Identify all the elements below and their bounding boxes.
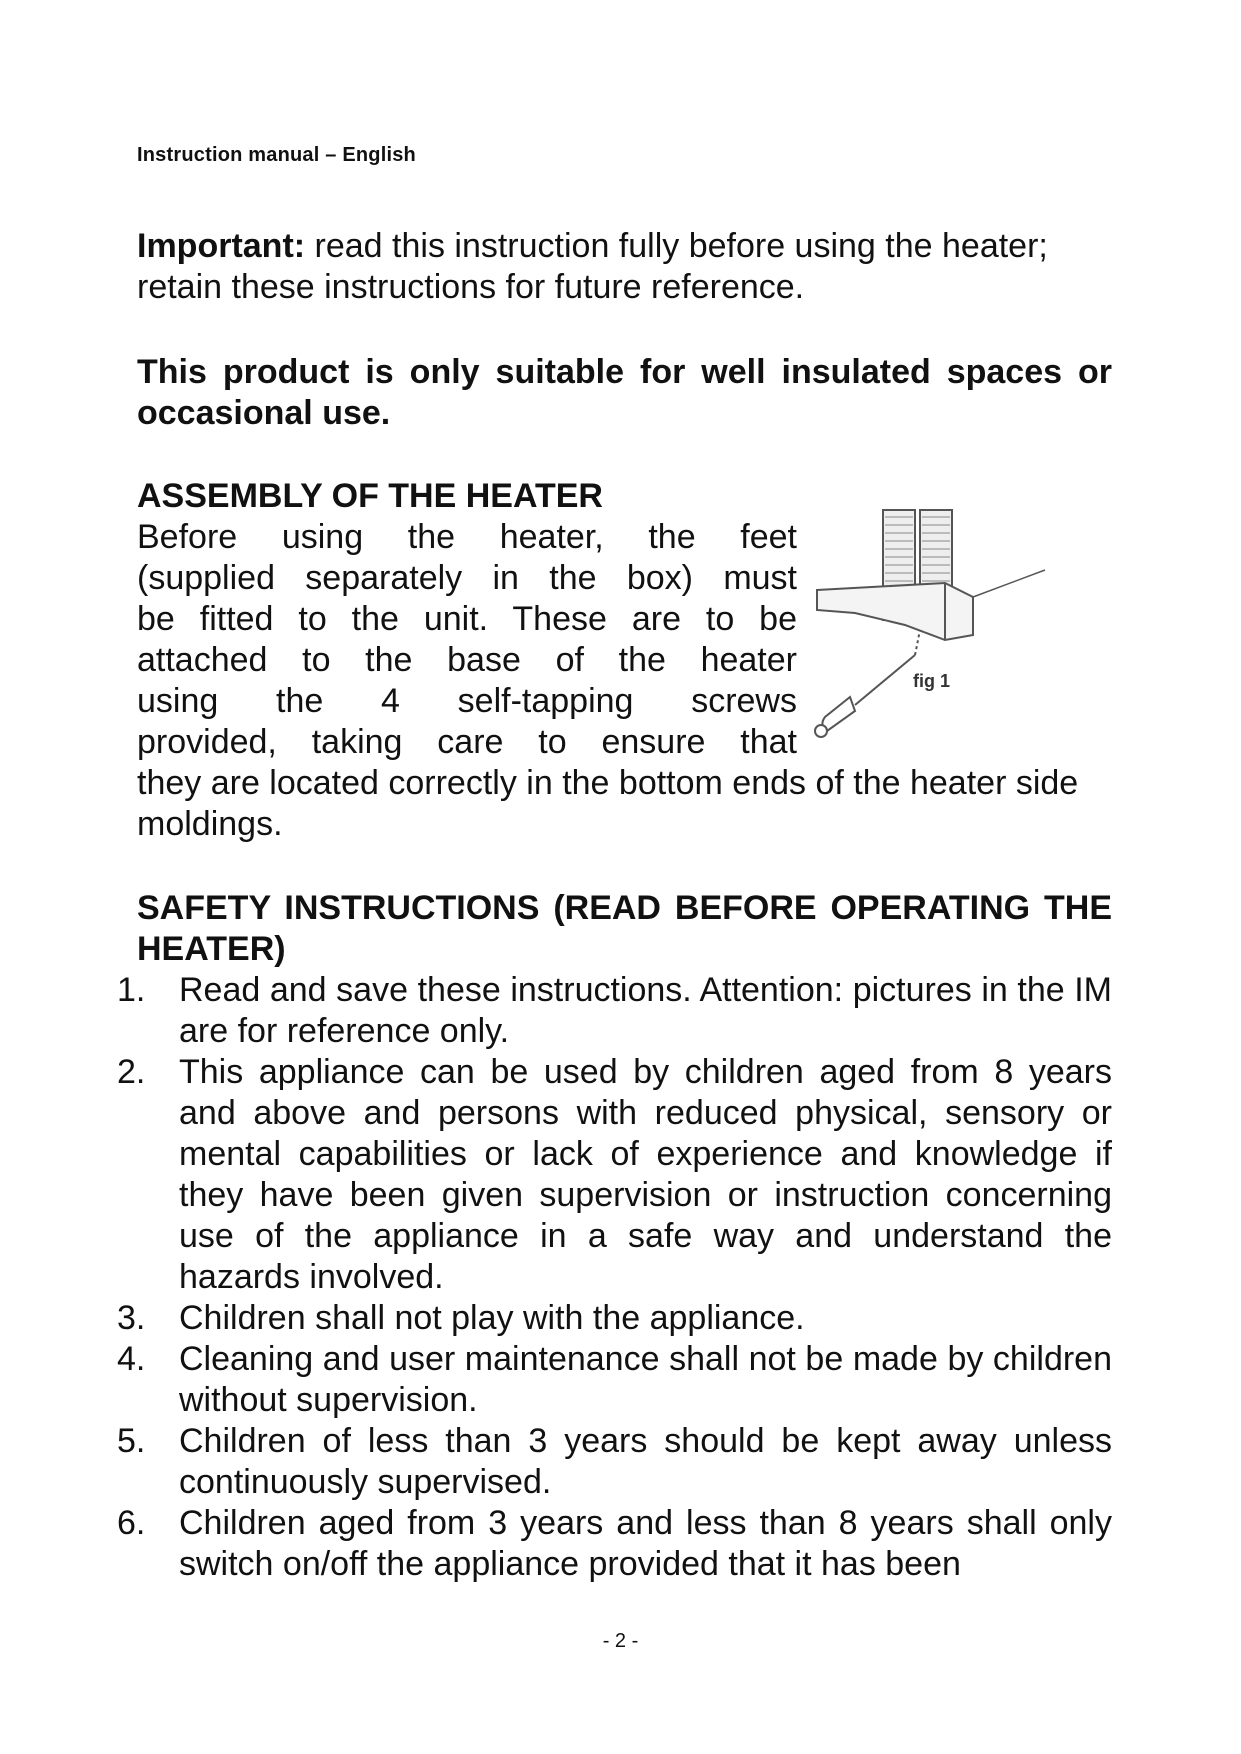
figure-label: fig 1	[913, 671, 951, 691]
assembly-line: (supplied separately in the box) must	[137, 559, 797, 597]
item-text: Read and save these instructions. Attention: pictures in the IM are for reference only.	[179, 971, 1112, 1050]
suitability-notice: This product is only suitable for well insulated spaces or occasional use.	[137, 353, 1112, 432]
safety-instructions-list	[117, 970, 1112, 1585]
safety-heading: SAFETY INSTRUCTIONS (READ BEFORE OPERATING THE HEATER)	[137, 889, 1112, 968]
list-item	[117, 1421, 1112, 1503]
manual-header: Instruction manual – English	[137, 144, 416, 166]
list-item	[117, 970, 1112, 1052]
item-number: 3.	[117, 1299, 146, 1337]
item-number: 1.	[117, 971, 146, 1009]
page-number: - 2 -	[602, 1630, 639, 1652]
item-text: Cleaning and user maintenance shall not be made by children without supervision.	[179, 1340, 1112, 1419]
item-number: 4.	[117, 1340, 146, 1378]
assembly-line: Before using the heater, the feet	[137, 518, 797, 556]
assembly-line: be fitted to the unit. These are to be	[137, 600, 797, 638]
list-item	[117, 1503, 1112, 1585]
list-item	[117, 1052, 1112, 1298]
assembly-wrapped-lines	[137, 517, 797, 763]
item-text: Children of less than 3 years should be kept away unless continuously supervised.	[179, 1422, 1112, 1501]
item-text: This appliance can be used by children aged from 8 years and above and persons with reduced physical, sensory or mental capabilities or lack of experience and knowledge if they have been given supervision or instruction concerning use of the appliance in a safe way and understand the hazards involved.	[179, 1053, 1112, 1296]
list-item	[117, 1298, 1112, 1339]
heater-assembly-illustration	[795, 505, 1075, 750]
item-number: 6.	[117, 1504, 146, 1542]
item-number: 2.	[117, 1053, 146, 1091]
assembly-line: provided, taking care to ensure that	[137, 723, 797, 761]
list-item	[117, 1339, 1112, 1421]
assembly-line: attached to the base of the heater	[137, 641, 797, 679]
item-text: Children aged from 3 years and less than 8 years shall only switch on/off the appliance provided that it has been	[179, 1504, 1112, 1583]
important-label: Important:	[137, 227, 306, 265]
important-text: read this instruction fully before using the heater; retain these instructions for future reference.	[137, 227, 1048, 306]
item-text: Children shall not play with the appliance.	[179, 1299, 805, 1337]
assembly-heading: ASSEMBLY OF THE HEATER	[137, 477, 603, 515]
important-notice	[137, 226, 1112, 308]
assembly-line: using the 4 self-tapping screws	[137, 682, 797, 720]
assembly-tail: they are located correctly in the bottom ends of the heater side moldings.	[137, 764, 1079, 843]
heater-feet-figure	[795, 505, 1075, 750]
item-number: 5.	[117, 1422, 146, 1460]
